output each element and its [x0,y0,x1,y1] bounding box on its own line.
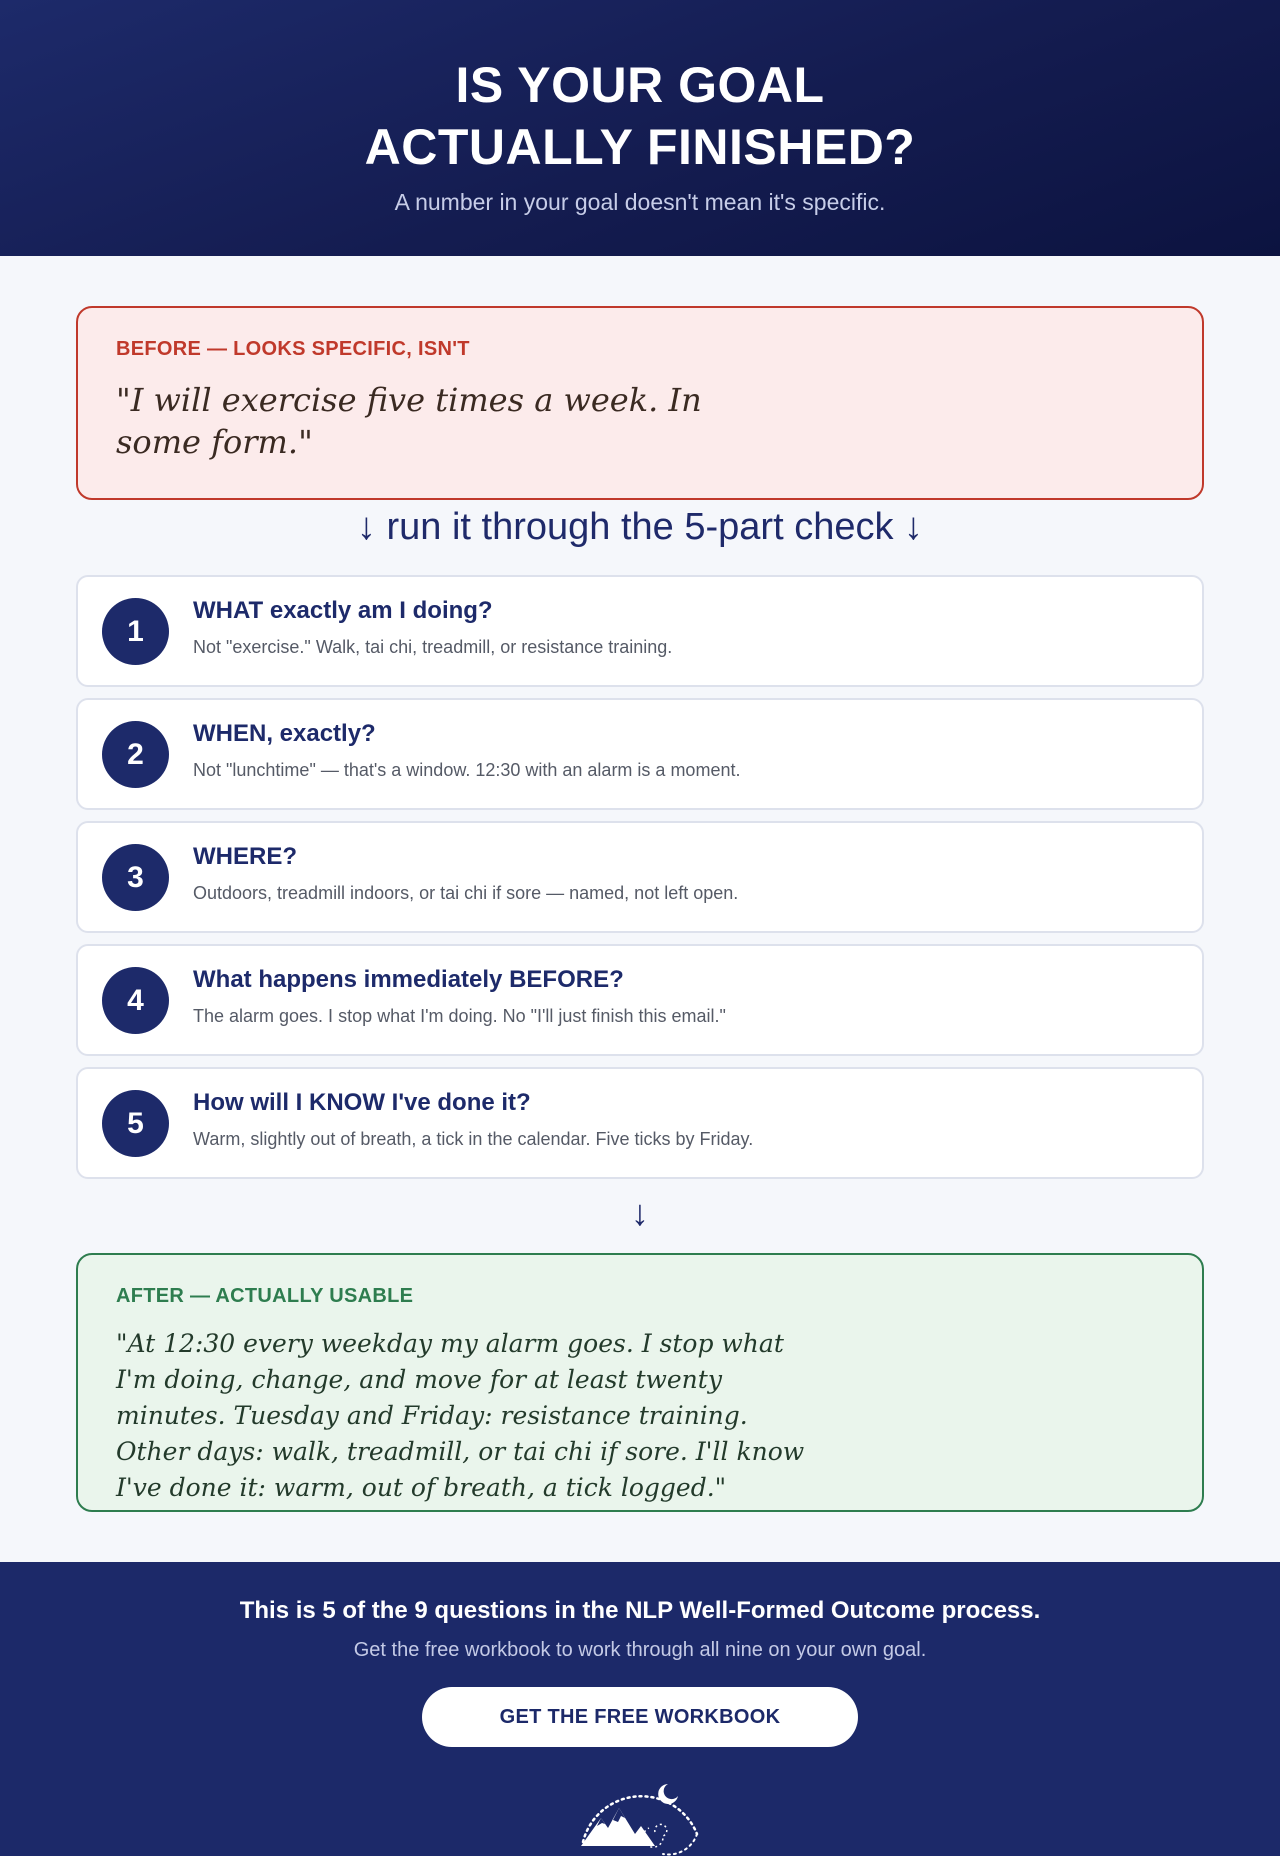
after-label: AFTER — ACTUALLY USABLE [116,1285,414,1307]
check-step [76,698,1204,810]
step-description: Outdoors, treadmill indoors, or tai chi if sore — named, not left open. [193,883,739,903]
step-description: Not "lunchtime" — that's a window. 12:30 with an alarm is a moment. [193,760,741,780]
get-workbook-button[interactable]: GET THE FREE WORKBOOK [422,1687,858,1747]
down-arrow-icon: ↓ [631,1192,649,1233]
page-title-line-2: ACTUALLY FINISHED? [364,119,916,175]
footer-subtitle: Get the free workbook to work through all nine on your own goal. [353,1639,927,1661]
step-title: What happens immediately BEFORE? [193,966,624,993]
after-quote: "At 12:30 every weekday my alarm goes. I stop what I'm doing, change, and move for at least twenty minutes. Tuesday and Friday: resistance training. Other days: walk, treadmill, or tai chi if sore. I'll know I've done it: warm, out of breath, a tick logged." [116,1329,805,1502]
page-title [0,54,1280,178]
step-number-badge: 1 [102,598,169,665]
step-title: WHEN, exactly? [193,720,376,747]
step-description: The alarm goes. I stop what I'm doing. No "I'll just finish this email." [193,1006,726,1026]
step-description: Not "exercise." Walk, tai chi, treadmill, or resistance training. [193,637,673,657]
check-step [76,575,1204,687]
before-quote: "I will exercise five times a week. In some form." [116,381,702,461]
step-description: Warm, slightly out of breath, a tick in the calendar. Five ticks by Friday. [193,1129,754,1149]
before-card [76,306,1204,500]
check-step [76,821,1204,933]
mountain-moon-logo-icon [575,1762,705,1856]
step-number-badge: 4 [102,967,169,1034]
step-title: How will I KNOW I've done it? [193,1089,531,1116]
step-number-badge: 2 [102,721,169,788]
step-number-badge: 3 [102,844,169,911]
step-title: WHAT exactly am I doing? [193,597,493,624]
check-step [76,1067,1204,1179]
check-step [76,944,1204,1056]
page-title-line-1: IS YOUR GOAL [455,57,825,113]
before-label: BEFORE — LOOKS SPECIFIC, ISN'T [116,338,470,360]
after-card [76,1253,1204,1512]
footer-title: This is 5 of the 9 questions in the NLP Well-Formed Outcome process. [239,1597,1041,1624]
step-number-badge: 5 [102,1090,169,1157]
check-steps-list [76,575,1204,1190]
check-heading: ↓ run it through the 5-part check ↓ [356,506,924,548]
page-subtitle: A number in your goal doesn't mean it's specific. [394,189,886,215]
page-footer [0,1562,1280,1856]
page-header [0,0,1280,256]
step-title: WHERE? [193,843,297,870]
